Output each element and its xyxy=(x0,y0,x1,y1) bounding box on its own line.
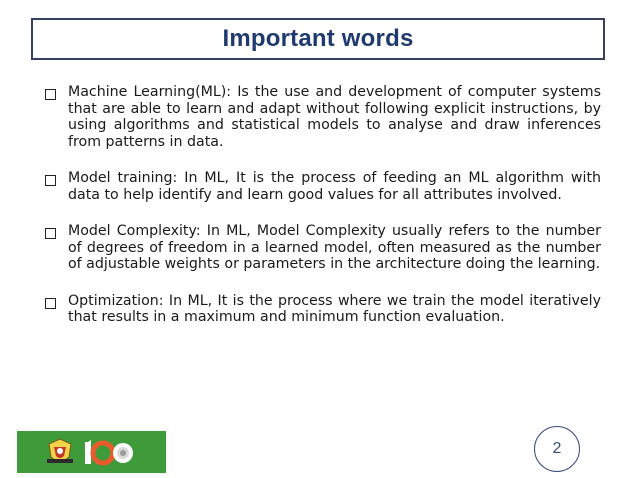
checkbox-bullet-icon xyxy=(45,89,56,100)
bullet-text: Machine Learning(ML): Is the use and development of computer systems that are able to learn and adapt without following explicit instructions, by using algorithms and statistical models to analyse and draw inferences from patterns in data. xyxy=(68,84,601,150)
slide-title: Important words xyxy=(222,25,414,52)
page-number: 2 xyxy=(552,440,562,457)
bullet-item-model-complexity xyxy=(45,223,601,273)
bullet-item-machine-learning xyxy=(45,84,601,150)
checkbox-bullet-icon xyxy=(45,228,56,239)
centenary-100-icon xyxy=(83,436,135,468)
university-logo-strip xyxy=(17,431,166,473)
checkbox-bullet-icon xyxy=(45,298,56,309)
title-box xyxy=(31,18,605,60)
bullet-text: Model Complexity: In ML, Model Complexity usually refers to the number of degrees of freedom in a learned model, often measured as the number of adjustable weights or parameters in the architecture doing the learning. xyxy=(68,223,601,272)
bullet-item-optimization xyxy=(45,293,601,326)
bullet-text: Model training: In ML, It is the process of feeding an ML algorithm with data to help identify and learn good values for all attributes involved. xyxy=(68,170,601,203)
page-number-badge xyxy=(534,426,580,472)
bullet-text: Optimization: In ML, It is the process where we train the model iteratively that results in a maximum and minimum function evaluation. xyxy=(68,292,601,325)
bullet-item-model-training xyxy=(45,170,601,203)
bullet-list xyxy=(45,84,601,346)
crest-icon xyxy=(45,437,75,467)
checkbox-bullet-icon xyxy=(45,175,56,186)
